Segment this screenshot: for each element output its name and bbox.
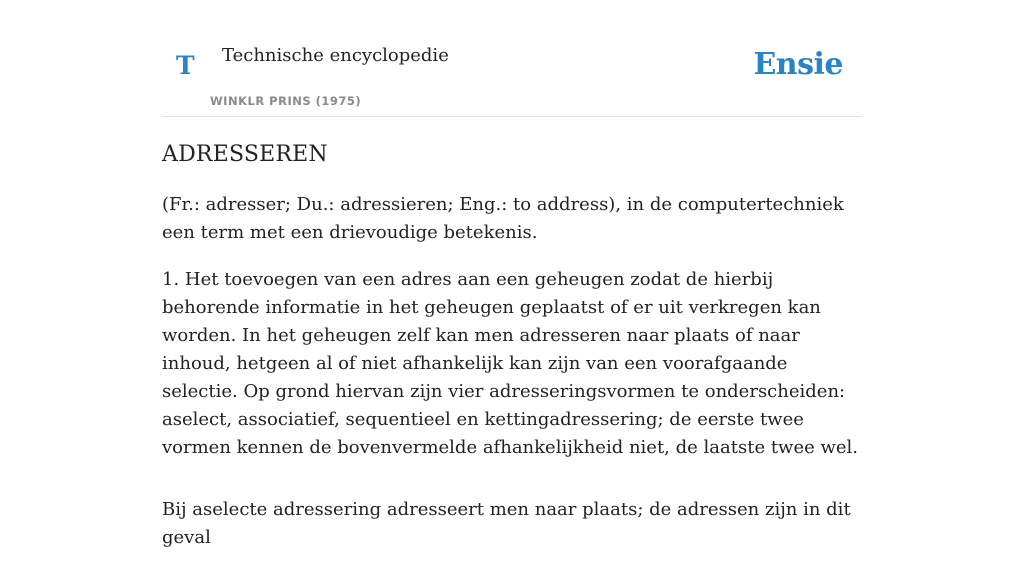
ensie-logo[interactable]: Ensie	[753, 47, 843, 82]
header	[162, 0, 862, 117]
book-edition: WINKLR PRINS (1975)	[210, 94, 362, 108]
entry-paragraph: Bij aselecte adressering adresseert men naar plaats; de adressen zijn in dit geval	[162, 499, 851, 548]
entry-title: ADRESSEREN	[162, 142, 328, 167]
entry-paragraph: (Fr.: adresser; Du.: adressieren; Eng.: to address), in de computertechniek een term met een drievoudige betekenis.	[162, 194, 844, 243]
book-title-link[interactable]: Technische encyclopedie	[222, 45, 449, 66]
book-logo-t[interactable]: T	[176, 51, 195, 80]
entry-content	[162, 140, 862, 571]
entry-paragraph: 1. Het toevoegen van een adres aan een geheugen zodat de hierbij behorende informatie in het geheugen geplaatst of er uit verkregen kan worden. In het geheugen zelf kan men adresseren naar plaats of naar inhoud, hetgeen al of niet afhankelijk kan zijn van een voorafgaande selectie. Op grond hiervan zijn vier adresseringsvormen te onderscheiden: aselect, associatief, sequentieel en kettingadressering; de eerste twee vormen kennen de bovenvermelde afhankelijkheid niet, de laatste twee wel.	[162, 269, 859, 458]
